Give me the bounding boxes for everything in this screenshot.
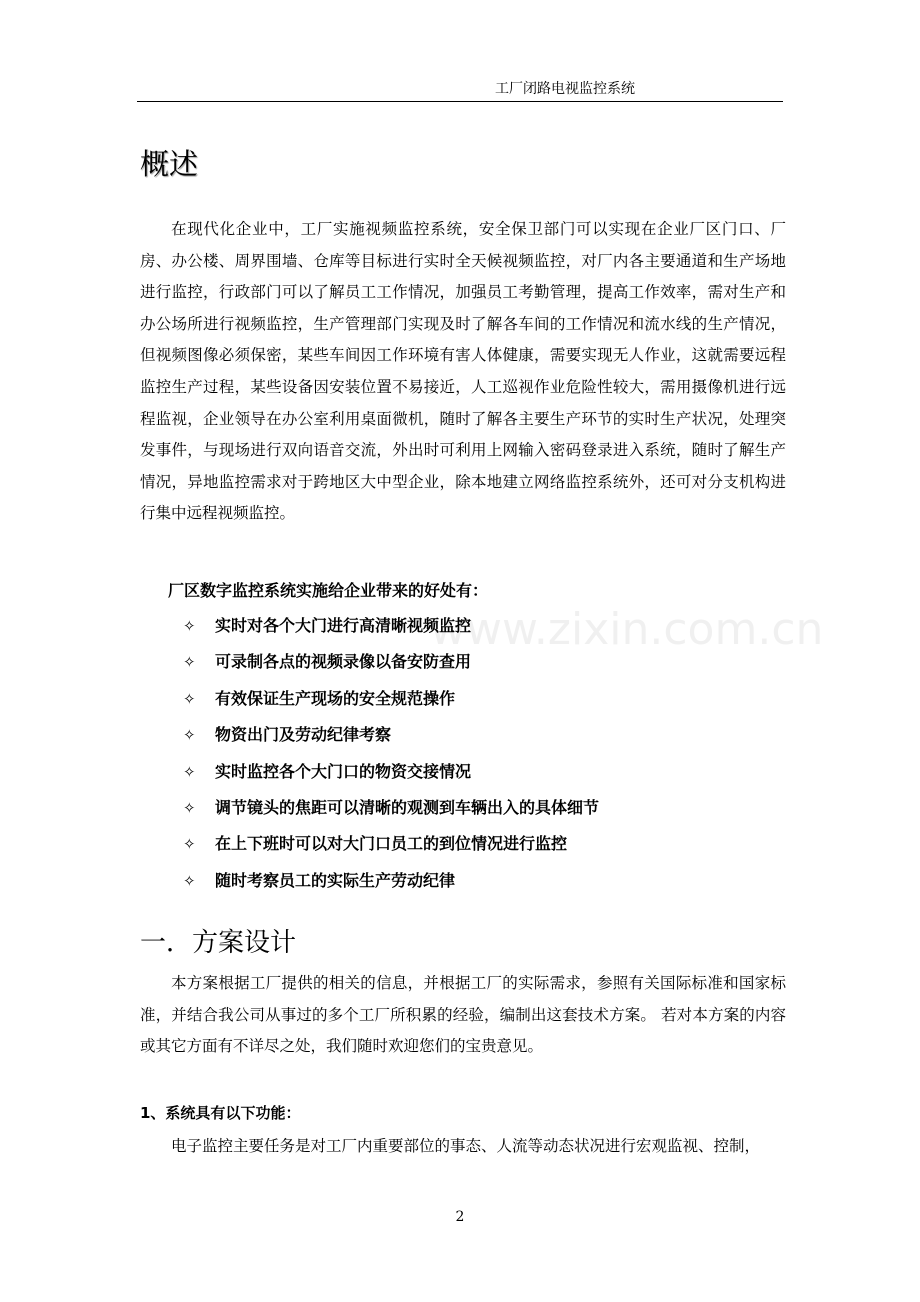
diamond-bullet-icon: ✧ (183, 871, 196, 890)
overview-paragraph: 在现代化企业中，工厂实施视频监控系统，安全保卫部门可以实现在企业厂区门口、厂房、办公楼、周界围墙、仓库等目标进行实时全天候视频监控，对厂内各主要通道和生产场地进行监控，行政部门可以了解员工工作情况，加强员工考勤管理，提高工作效率，需对生产和办公场所进行视频监控，生产管理部门实现及时了解各车间的工作情况和流水线的生产情况，但视频图像必须保密，某些车间因工作环境有害人体健康，需要实现无人作业，这就需要远程监控生产过程，某些设备因安装位置不易接近，人工巡视作业危险性较大，需用摄像机进行远程监视，企业领导在办公室利用桌面微机，随时了解各主要生产环节的实时生产状况，处理突发事件，与现场进行双向语音交流，外出时可利用上网输入密码登录进入系统，随时了解生产情况，异地监控需求对于跨地区大中型企业，除本地建立网络监控系统外，还可对分支机构进行集中远程视频监控。 (140, 220, 786, 523)
section-number: 一． (140, 928, 193, 958)
benefit-text: 在上下班时可以对大门口员工的到位情况进行监控 (215, 834, 568, 854)
benefit-item (183, 647, 599, 683)
benefit-text: 物资出门及劳动纪律考察 (215, 725, 392, 745)
benefit-item (183, 866, 599, 902)
diamond-bullet-icon: ✧ (183, 835, 196, 854)
benefit-item (183, 757, 599, 793)
design-heading (140, 925, 296, 961)
benefits-list (183, 611, 599, 902)
benefit-text: 可录制各点的视频录像以备安防查用 (215, 652, 472, 672)
overview-heading: 概述 (140, 147, 199, 181)
benefit-item (183, 684, 599, 720)
diamond-bullet-icon: ✧ (183, 726, 196, 745)
benefit-text: 调节镜头的焦距可以清晰的观测到车辆出入的具体细节 (215, 797, 600, 817)
diamond-bullet-icon: ✧ (183, 689, 196, 708)
benefit-item (183, 720, 599, 756)
diamond-bullet-icon: ✧ (183, 798, 196, 817)
diamond-bullet-icon: ✧ (183, 653, 196, 672)
benefit-text: 实时对各个大门进行高清晰视频监控 (215, 616, 472, 635)
functions-heading: 1、系统具有以下功能： (140, 1104, 301, 1122)
benefit-text: 实时监控各个大门口的物资交接情况 (215, 761, 472, 781)
benefit-item (183, 793, 599, 829)
header-rule (137, 101, 783, 102)
benefit-text: 有效保证生产现场的安全规范操作 (215, 688, 456, 708)
section-title: 方案设计 (192, 928, 297, 958)
benefit-text: 随时考察员工的实际生产劳动纪律 (215, 870, 456, 890)
benefit-item (183, 829, 599, 865)
design-paragraph: 本方案根据工厂提供的相关的信息，并根据工厂的实际需求，参照有关国际标准和国家标准，并结合我公司从事过的多个工厂所积累的经验，编制出这套技术方案。 若对本方案的内容或其它方面有不详尽之处，我们随时欢迎您们的宝贵意见。 (140, 974, 786, 1056)
diamond-bullet-icon: ✧ (183, 762, 196, 781)
benefit-item (183, 611, 599, 647)
watermark: www.zixin.com.cn (430, 604, 824, 655)
page-number: 2 (455, 1209, 465, 1225)
diamond-bullet-icon: ✧ (183, 617, 196, 635)
functions-paragraph: 电子监控主要任务是对工厂内重要部位的事态、人流等动态状况进行宏观监视、控制， (171, 1137, 761, 1155)
benefits-title: 厂区数字监控系统实施给企业带来的好处有： (168, 581, 489, 600)
running-header: 工厂闭路电视监控系统 (495, 81, 635, 97)
